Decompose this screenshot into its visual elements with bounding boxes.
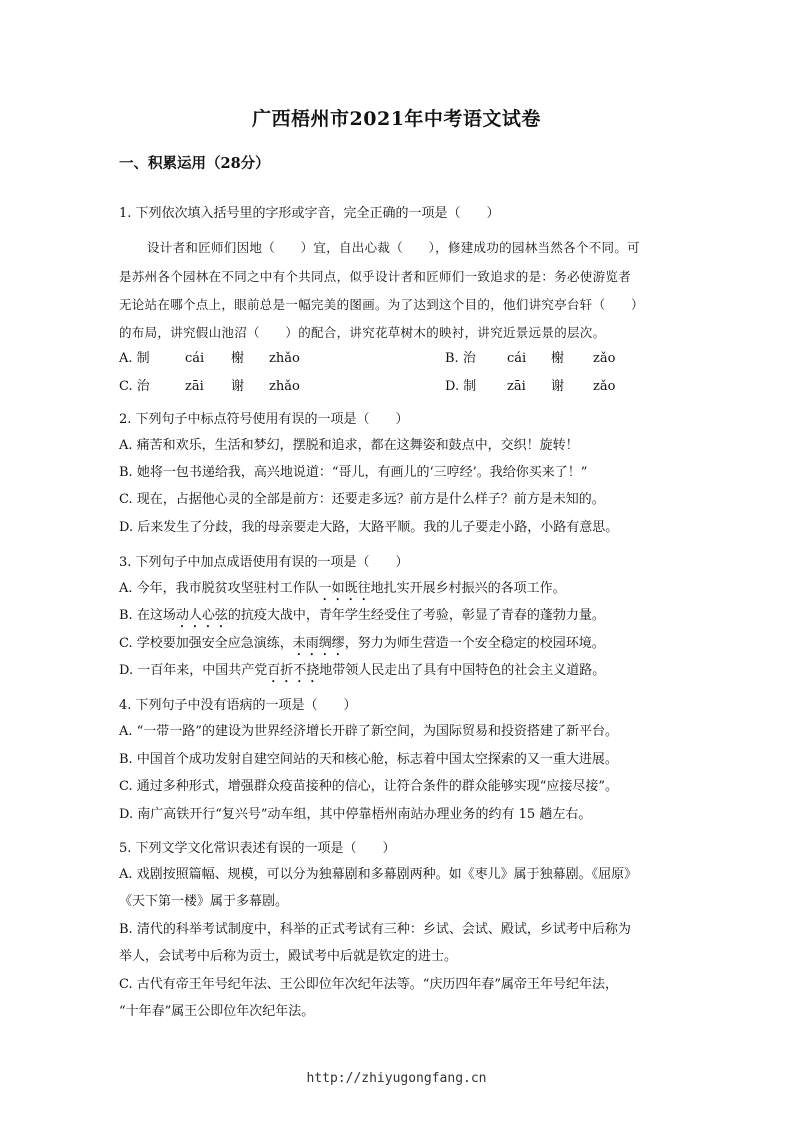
passage-line: 设计者和匠师们因地（ ）宜，自出心裁（ ），修建成功的园林当然各个不同。可 <box>147 240 640 255</box>
question-4-stem: 4. 下列句子中没有语病的一项是（ ） <box>119 698 357 713</box>
question-4-option-d[interactable]: D. 南广高铁开行“复兴号”动车组，其中停靠梧州南站办理业务的约有 15 趟左右。 <box>119 807 592 822</box>
option-label: B. 治 <box>445 351 476 366</box>
footer-url: http://zhiyugongfang.cn <box>306 1071 487 1086</box>
option-text: D. 一百年来，中国共产党 <box>119 663 268 678</box>
option-text: B. 在这场 <box>119 608 176 623</box>
question-4-option-b[interactable]: B. 中国首个成功发射自建空间站的天和核心舱，标志着中国太空探索的又一重大进展。 <box>119 752 618 767</box>
question-3-option-c[interactable] <box>119 635 605 659</box>
question-5-option-c-continued: “十年春”属王公即位年次纪年法。 <box>119 1004 315 1019</box>
question-5-stem: 5. 下列文学文化常识表述有误的一项是（ ） <box>119 841 396 856</box>
option-char: 榭 <box>551 351 565 366</box>
option-pinyin: zāi <box>507 379 526 394</box>
option-pinyin: zǎo <box>593 351 616 366</box>
section-heading: 一、积累运用（28分） <box>119 155 270 172</box>
question-5-option-a[interactable]: A. 戏剧按照篇幅、规模，可以分为独幕剧和多幕剧两种。如《枣儿》属于独幕剧。《屈原》 <box>119 867 638 882</box>
option-pinyin: zhǎo <box>269 351 300 366</box>
question-3-option-d[interactable] <box>119 662 605 686</box>
option-text: ，努力为师生营造一个安全稳定的校园环境。 <box>344 636 605 651</box>
option-label: A. 制 <box>119 351 150 366</box>
question-1-stem: 1. 下列依次填入括号里的字形或字音，完全正确的一项是（ ） <box>119 206 500 221</box>
option-text: 的抗疫大战中，青年学生经受住了考验，彰显了青春的蓬勃力量。 <box>227 608 605 623</box>
option-pinyin: zāi <box>185 379 204 394</box>
option-label: C. 治 <box>119 379 150 394</box>
option-char: 谢 <box>231 379 245 394</box>
question-2-option-c[interactable]: C. 现在，占据他心灵的全部是前方：还要走多远？前方是什么样子？前方是未知的。 <box>119 492 605 507</box>
page-title: 广西梧州市2021年中考语文试卷 <box>252 108 541 130</box>
question-4-option-c[interactable]: C. 通过多种形式，增强群众疫苗接种的信心，让符合条件的群众能够实现“应接尽接”。 <box>119 779 619 794</box>
passage-line: 的布局，讲究假山池沼（ ）的配合，讲究花草树木的映衬，讲究近景远景的层次。 <box>119 325 606 340</box>
question-2-option-a[interactable]: A. 痛苦和欢乐，生活和梦幻，摆脱和追求，都在这舞姿和鼓点中，交织！旋转！ <box>119 438 579 453</box>
question-5-option-b-continued: 举人，会试考中后称为贡士，殿试考中后就是钦定的进士。 <box>119 949 458 964</box>
question-2-stem: 2. 下列句子中标点符号使用有误的一项是（ ） <box>119 412 409 427</box>
question-5-option-a-continued: 《天下第一楼》属于多幕剧。 <box>119 894 289 909</box>
dotted-idiom: 未雨绸缪 <box>292 636 345 651</box>
question-5-option-c[interactable]: C. 古代有帝王年号纪年法、王公即位年次纪年法等。“庆历四年春”属帝王年号纪年法， <box>119 977 619 992</box>
question-1-option-d[interactable] <box>445 378 615 396</box>
question-3-option-a[interactable] <box>119 580 566 604</box>
option-text: A. 今年，我市脱贫攻坚驻村工作队 <box>119 581 319 596</box>
option-text: 地扎实开展乡村振兴的各项工作。 <box>370 581 566 596</box>
question-1-option-b[interactable] <box>445 350 615 368</box>
option-pinyin: zǎo <box>593 379 616 394</box>
option-char: 榭 <box>231 351 245 366</box>
passage-line: 无论站在哪个点上，眼前总是一幅完美的图画。为了达到这个目的，他们讲究亭台轩（ ） <box>119 297 644 312</box>
option-text: C. 学校要加强安全应急演练， <box>119 636 293 651</box>
question-2-option-b[interactable]: B. 她将一包书递给我，高兴地说道：“哥儿，有画儿的‘三哼经’。我给你买来了！” <box>119 465 588 480</box>
question-3-option-b[interactable] <box>119 607 605 631</box>
option-pinyin: zhǎo <box>269 379 300 394</box>
dotted-idiom: 动人心弦 <box>175 608 228 623</box>
dotted-idiom: 一如既往 <box>318 581 371 596</box>
option-pinyin: cái <box>185 351 205 366</box>
dotted-idiom: 百折不挠 <box>267 663 320 678</box>
option-text: 地带领人民走出了具有中国特色的社会主义道路。 <box>319 663 606 678</box>
question-2-option-d[interactable]: D. 后来发生了分歧，我的母亲要走大路，大路平顺。我的儿子要走小路，小路有意思。 <box>119 520 619 535</box>
question-4-option-a[interactable]: A. “一带一路”的建设为世界经济增长开辟了新空间，为国际贸易和投资搭建了新平台。 <box>119 724 618 739</box>
question-1-option-a[interactable] <box>119 350 300 368</box>
question-1-option-c[interactable] <box>119 378 300 396</box>
question-5-option-b[interactable]: B. 清代的科举考试制度中，科举的正式考试有三种：乡试、会试、殿试，乡试考中后称为 <box>119 922 631 937</box>
option-label: D. 制 <box>445 379 477 394</box>
option-char: 谢 <box>551 379 565 394</box>
option-pinyin: cái <box>507 351 527 366</box>
passage-line: 是苏州各个园林在不同之中有个共同点，似乎设计者和匠师们一致追求的是：务必使游览者 <box>119 269 632 284</box>
question-3-stem: 3. 下列句子中加点成语使用有误的一项是（ ） <box>119 555 409 570</box>
